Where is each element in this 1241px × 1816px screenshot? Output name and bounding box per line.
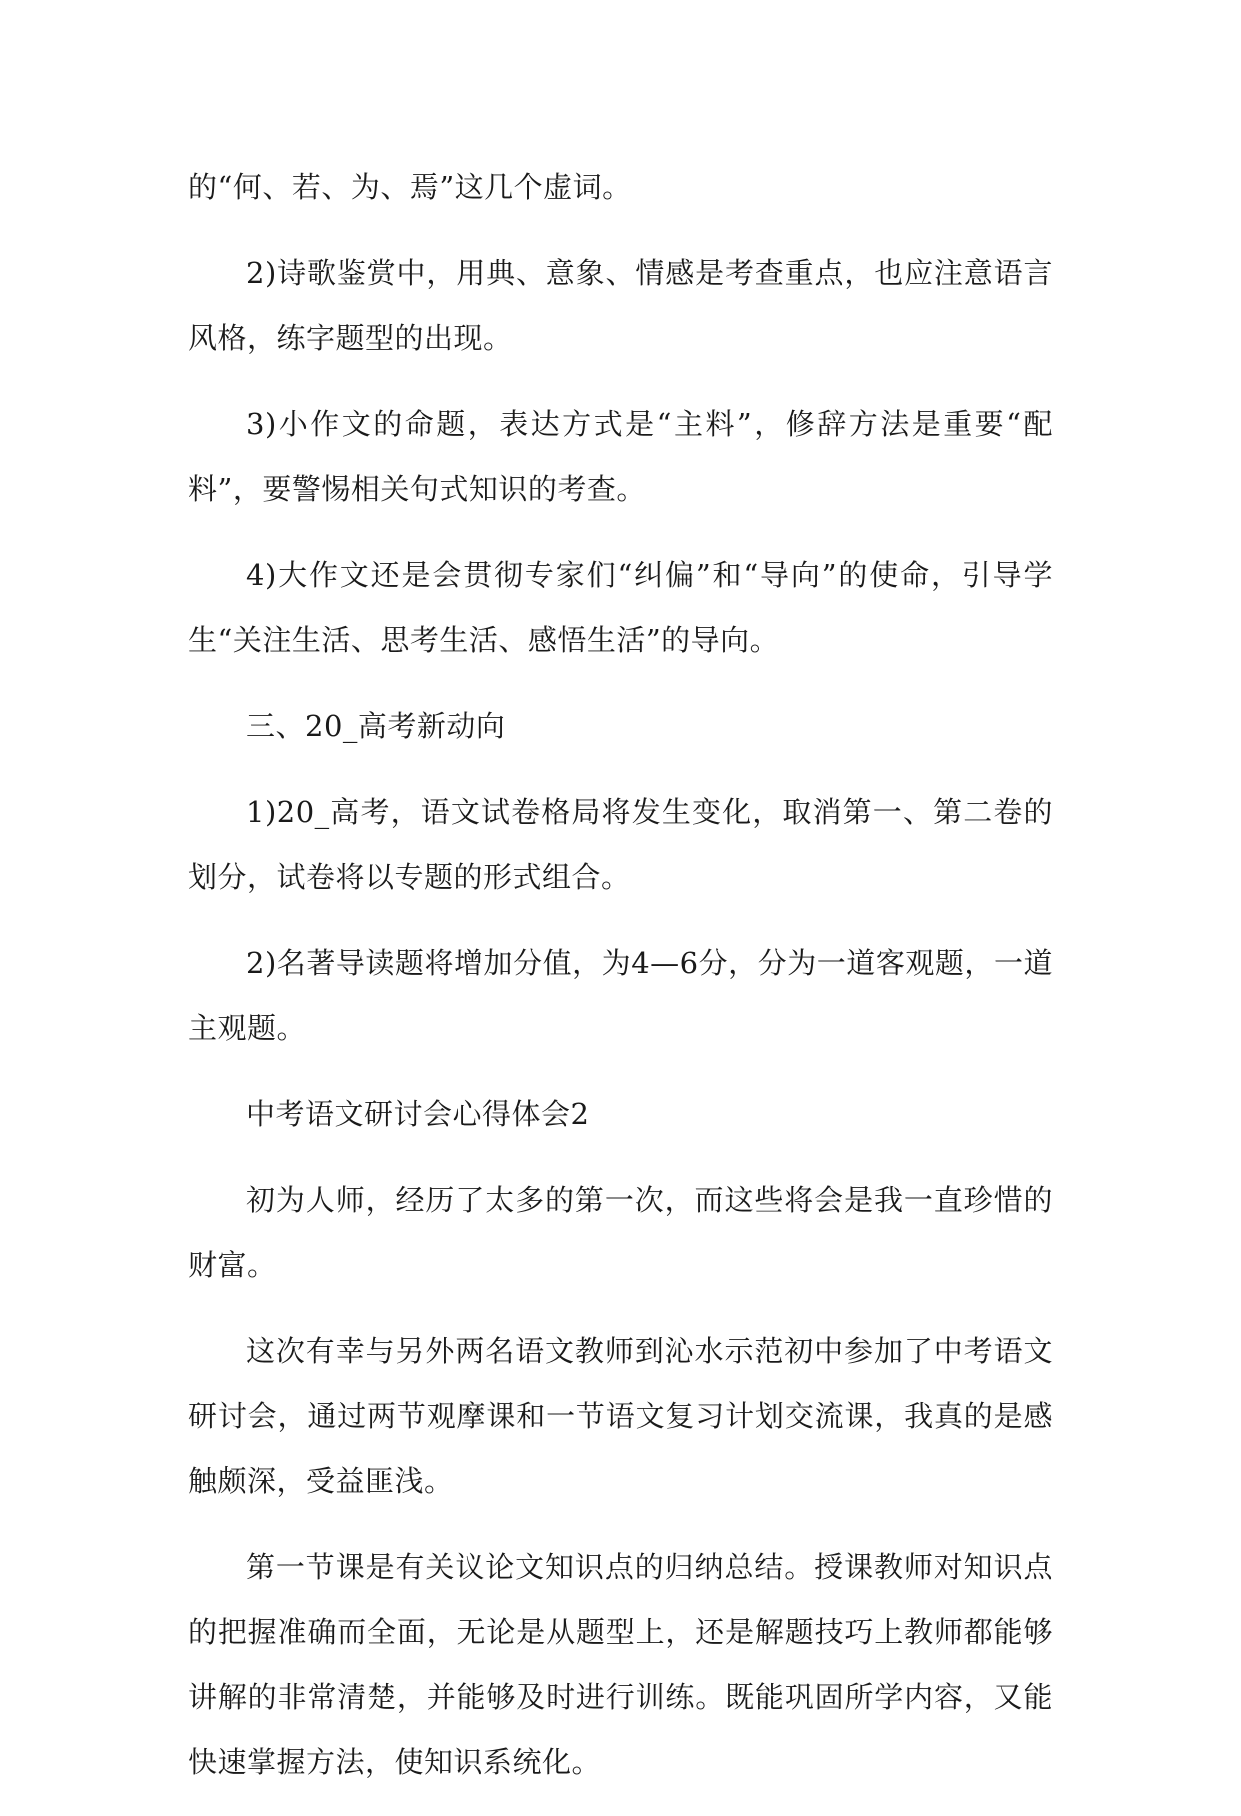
paragraph-classics-reading: 2)名著导读题将增加分值，为4—6分，分为一道客观题，一道主观题。 — [188, 946, 1053, 1045]
paragraph-short-essay: 3)小作文的命题，表达方式是“主料”，修辞方法是重要“配料”，要警惕相关句式知识的考查。 — [188, 407, 1053, 506]
document-body — [188, 155, 1053, 1816]
section-heading-new-trends: 三、20_高考新动向 — [246, 709, 506, 743]
section-title-reflection-2: 中考语文研讨会心得体会2 — [246, 1097, 590, 1131]
paragraph-new-teacher: 初为人师，经历了太多的第一次，而这些将会是我一直珍惜的财富。 — [188, 1183, 1053, 1282]
paragraph-long-essay: 4)大作文还是会贯彻专家们“纠偏”和“导向”的使命，引导学生“关注生活、思考生活、感悟生活”的导向。 — [188, 558, 1053, 657]
paragraph-first-lesson: 第一节课是有关议论文知识点的归纳总结。授课教师对知识点的把握准确而全面，无论是从题型上，还是解题技巧上教师都能够讲解的非常清楚，并能够及时进行训练。既能巩固所学内容，又能快速掌握方法，使知识系统化。 — [188, 1550, 1053, 1779]
paragraph-poetry-appreciation: 2)诗歌鉴赏中，用典、意象、情感是考查重点，也应注意语言风格，练字题型的出现。 — [188, 256, 1053, 355]
paragraph-continuation: 的“何、若、为、焉”这几个虚词。 — [188, 170, 632, 204]
paragraph-seminar: 这次有幸与另外两名语文教师到沁水示范初中参加了中考语文研讨会，通过两节观摩课和一节语文复习计划交流课，我真的是感触颇深，受益匪浅。 — [188, 1334, 1053, 1498]
paragraph-exam-format-change: 1)20_高考，语文试卷格局将发生变化，取消第一、第二卷的划分，试卷将以专题的形式组合。 — [188, 795, 1053, 894]
